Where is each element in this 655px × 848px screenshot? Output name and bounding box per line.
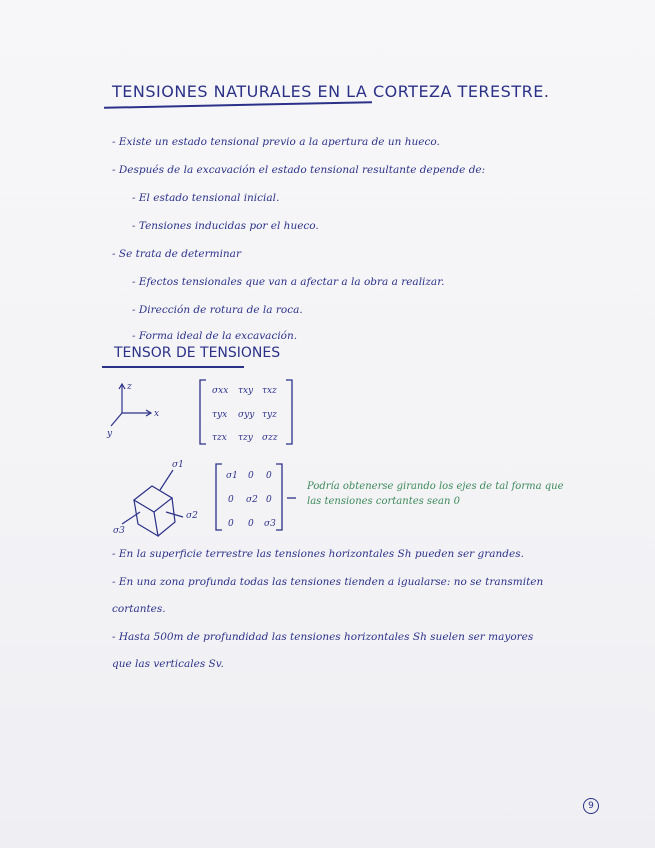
principal-cell: 0 [228, 495, 234, 505]
principal-cell: 0 [248, 471, 254, 481]
paragraph-1: - En la superficie terrestre las tensiones horizontales Sh pueden ser grandes. [112, 548, 524, 560]
bullet-2b: - Tensiones inducidas por el hueco. [132, 220, 319, 232]
tensor-cell: τzx [212, 433, 227, 443]
bullet-3c: - Forma ideal de la excavación. [132, 330, 298, 342]
sigma2-label: σ2 [186, 511, 198, 521]
tensor-cell: τzy [238, 433, 253, 443]
section-heading: TENSOR DE TENSIONES [114, 345, 281, 361]
principal-cell: 0 [248, 519, 254, 529]
bullet-2: - Después de la excavación el estado tensional resultante depende de: [112, 164, 486, 176]
principal-cell: σ1 [226, 471, 238, 481]
paragraph-3-cont: que las verticales Sv. [112, 658, 224, 670]
principal-cell: 0 [266, 495, 272, 505]
page-title: TENSIONES NATURALES EN LA CORTEZA TERESTRE. [112, 82, 550, 101]
bullet-2a: - El estado tensional inicial. [132, 192, 280, 204]
tensor-cell: τxz [262, 386, 277, 396]
bullet-3: - Se trata de determinar [112, 248, 241, 260]
page-number: 9 [583, 798, 599, 814]
sigma1-label: σ1 [172, 460, 184, 470]
bullet-1: - Existe un estado tensional previo a la apertura de un hueco. [112, 136, 440, 148]
principal-cell: σ3 [264, 519, 276, 529]
y-axis-label: y [107, 429, 113, 439]
principal-cell: σ2 [246, 495, 258, 505]
tensor-cell: σyy [238, 410, 255, 420]
tensor-cell: τyz [262, 410, 277, 420]
principal-cell: 0 [228, 519, 234, 529]
x-axis-label: x [154, 409, 160, 419]
tensor-cell: σzz [262, 433, 278, 443]
stress-cube [122, 470, 183, 536]
bullet-3b: - Dirección de rotura de la roca. [132, 304, 303, 316]
paragraph-2-cont: cortantes. [112, 603, 166, 615]
tensor-cell: σxx [212, 386, 229, 396]
y-axis [111, 413, 122, 426]
principal-cell: 0 [266, 471, 272, 481]
paragraph-2: - En una zona profunda todas las tensiones tienden a igualarse: no se transmiten [112, 576, 544, 588]
tensor-matrix [212, 386, 278, 443]
bullet-3a: - Efectos tensionales que van a afectar a la obra a realizar. [132, 276, 445, 288]
tensor-cell: τxy [238, 386, 254, 396]
sigma3-label: σ3 [113, 526, 125, 536]
z-axis-label: z [127, 382, 132, 392]
green-annotation: Podría obtenerse girando los ejes de tal forma que las tensiones cortantes sean 0 [307, 481, 564, 507]
principal-matrix [226, 471, 276, 529]
tensor-cell: τyx [212, 410, 228, 420]
sigma1-arrow [160, 470, 173, 490]
paragraph-3: - Hasta 500m de profundidad las tensiones horizontales Sh suelen ser mayores [112, 631, 534, 643]
